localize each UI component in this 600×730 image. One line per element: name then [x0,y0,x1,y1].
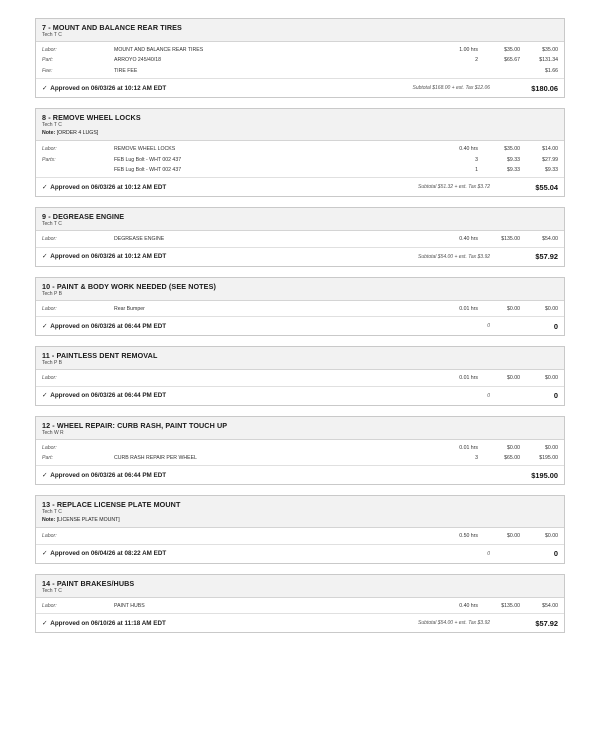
line-type: Part: [42,455,53,462]
line-description [114,373,430,383]
line-amount: $14.00 [542,146,558,153]
job-title: 9 - DEGREASE ENGINE [42,212,125,222]
job-note [42,129,558,137]
job-total: $180.06 [531,83,558,93]
job-tech: Tech T C [42,122,62,129]
line-description: FEB Lug Bolt - WHT 002 437 [114,156,182,163]
check-icon: ✓ [42,550,48,558]
job-lines [36,231,564,247]
line-item [42,443,558,453]
line-quantity: 0.01 hrs [459,305,478,312]
check-icon: ✓ [42,392,48,400]
line-rate: $135.00 [501,236,520,243]
line-rate: $135.00 [501,602,520,609]
job-title: 13 - REPLACE LICENSE PLATE MOUNT [42,500,181,510]
job-header [36,575,564,598]
line-quantity: 1 [475,167,478,174]
line-type: Labor: [42,444,57,451]
line-amount: $0.00 [545,533,558,540]
line-item [42,373,558,383]
line-quantity: 0.50 hrs [459,533,478,540]
line-description [114,531,430,541]
job-subtotal: 0 [487,550,490,557]
line-quantity [430,66,478,76]
line-rate: $35.00 [504,47,520,53]
line-rate: $65.67 [504,57,520,64]
check-icon: ✓ [42,471,48,479]
job-footer [36,317,564,335]
job-note-label: Note: [42,517,56,524]
line-quantity: 1.00 hrs [459,47,478,53]
job-tech: Tech T C [42,221,62,228]
line-type: Labor: [42,47,57,53]
line-description: MOUNT AND BALANCE REAR TIRES [114,47,204,53]
line-item [42,453,558,463]
job-note-text: [ORDER 4 LUGS] [56,130,99,137]
job-total: $57.92 [535,252,558,262]
job-header [36,208,564,231]
job-tech: Tech W R [42,429,64,436]
line-amount: $0.00 [545,305,558,312]
line-amount: $9.33 [545,167,558,174]
job-lines [36,598,564,614]
line-quantity: 3 [475,455,478,462]
line-description: REMOVE WHEEL LOCKS [114,146,176,153]
line-amount: $27.99 [542,156,558,163]
line-amount: $1.66 [545,67,558,74]
line-amount: $0.00 [545,375,558,382]
check-icon: ✓ [42,619,48,627]
job-footer [36,614,564,632]
line-type: Labor: [42,236,57,243]
line-quantity: 0.40 hrs [459,602,478,609]
job-subtotal: Subtotal $54.00 + est. Tax $3.92 [418,620,490,627]
job-total: $55.04 [535,182,558,192]
line-quantity: 0.01 hrs [459,444,478,451]
line-item [42,304,558,314]
line-rate: $65.00 [504,455,520,462]
job-subtotal: 0 [487,392,490,399]
check-icon: ✓ [42,253,48,261]
check-icon: ✓ [42,84,48,92]
job-tech: Tech P B [42,290,62,297]
line-type: Fee: [42,67,53,74]
approval-status [42,184,166,191]
job-header [36,417,564,440]
line-rate [478,66,520,76]
job-footer [36,248,564,266]
job-subtotal: Subtotal $54.00 + est. Tax $3.92 [418,253,490,260]
line-description: Rear Bumper [114,305,145,312]
job-card [35,277,565,336]
job-tech: Tech T C [42,587,62,594]
job-title: 14 - PAINT BRAKES/HUBS [42,578,135,588]
job-total: $195.00 [531,470,558,480]
line-description: DEGREASE ENGINE [114,236,165,243]
job-title: 8 - REMOVE WHEEL LOCKS [42,113,141,123]
line-description: CURB RASH REPAIR PER WHEEL [114,455,197,462]
job-header [36,496,564,528]
line-type: Labor: [42,305,57,312]
line-quantity: 0.40 hrs [459,236,478,243]
line-item [42,531,558,541]
job-header [36,278,564,301]
line-rate: $35.00 [504,146,520,153]
job-card [35,346,565,405]
line-item [42,234,558,244]
job-lines [36,370,564,386]
job-total: $57.92 [535,618,558,628]
line-item [42,155,558,165]
job-total: 0 [553,321,558,331]
line-rate: $9.33 [507,167,520,174]
job-card [35,207,565,266]
job-footer [36,387,564,405]
job-total: 0 [553,549,558,559]
line-type: Part: [42,57,53,64]
job-footer [36,79,564,97]
job-footer [36,178,564,196]
approval-status [42,85,166,92]
job-note [42,516,558,524]
line-rate: $9.33 [507,156,520,163]
line-item [42,55,558,65]
line-item [42,144,558,154]
line-item [42,66,558,76]
approval-text: Approved on 06/10/26 at 11:18 AM EDT [50,619,166,627]
job-card [35,495,565,563]
line-type: Labor: [42,146,57,153]
job-lines [36,301,564,317]
approval-status [42,472,166,479]
approval-text: Approved on 06/03/26 at 10:12 AM EDT [50,183,167,191]
line-item [42,601,558,611]
line-rate: $0.00 [507,375,520,382]
job-title: 12 - WHEEL REPAIR: CURB RASH, PAINT TOUCH UP [42,420,228,430]
line-amount: $54.00 [542,602,558,609]
job-card [35,574,565,633]
job-subtotal: Subtotal $51.32 + est. Tax $3.72 [418,184,490,191]
approval-status [42,620,166,627]
approval-text: Approved on 06/03/26 at 06:44 PM EDT [50,322,167,330]
line-item [42,45,558,55]
line-type [42,165,114,175]
job-title: 10 - PAINT & BODY WORK NEEDED (SEE NOTES) [42,281,216,291]
line-description [114,443,430,453]
job-subtotal: Subtotal $168.00 + est. Tax $12.06 [412,85,490,92]
line-quantity: 0.01 hrs [459,375,478,382]
job-title: 7 - MOUNT AND BALANCE REAR TIRES [42,23,182,32]
approval-text: Approved on 06/03/26 at 06:44 PM EDT [50,471,167,479]
approval-status [42,392,166,399]
job-note-label: Note: [42,130,56,137]
job-tech: Tech P B [42,360,62,367]
check-icon: ✓ [42,183,48,191]
line-type: Labor: [42,602,57,609]
line-type: Labor: [42,533,57,540]
job-note-text: [LICENSE PLATE MOUNT] [56,517,120,524]
job-footer [36,545,564,563]
job-card [35,18,565,98]
job-title: 11 - PAINTLESS DENT REMOVAL [42,351,158,361]
job-header [36,347,564,370]
line-description: FEB Lug Bolt - WHT 002 437 [114,167,182,174]
job-header [36,109,564,141]
job-tech: Tech T C [42,32,62,38]
approval-text: Approved on 06/03/26 at 10:12 AM EDT [50,84,167,92]
line-amount: $35.00 [542,47,558,53]
check-icon: ✓ [42,322,48,330]
line-quantity: 0.40 hrs [459,146,478,153]
line-quantity: 2 [475,57,478,64]
approval-status [42,323,166,330]
line-amount: $131.34 [539,57,558,64]
job-lines [36,42,564,79]
job-lines [36,528,564,544]
approval-text: Approved on 06/03/26 at 06:44 PM EDT [50,392,167,400]
line-description: TIRE FEE [114,67,138,74]
line-rate: $0.00 [507,533,520,540]
line-type: Labor: [42,375,57,382]
job-total: 0 [553,391,558,401]
job-card [35,416,565,486]
line-quantity: 3 [475,156,478,163]
line-rate: $0.00 [507,305,520,312]
approval-status [42,550,166,557]
approval-status [42,253,166,260]
line-amount: $195.00 [539,455,558,462]
approval-text: Approved on 06/03/26 at 10:12 AM EDT [50,253,167,261]
line-description: PAINT HUBS [114,602,145,609]
line-description: ARROYO 245/40/18 [114,57,162,64]
line-amount: $54.00 [542,236,558,243]
job-card [35,108,565,197]
job-footer [36,466,564,484]
line-type: Parts: [42,156,56,163]
job-lines [36,141,564,178]
job-subtotal: 0 [487,323,490,330]
approval-text: Approved on 06/04/26 at 08:22 AM EDT [50,550,167,558]
job-header [36,19,564,42]
job-lines [36,440,564,467]
line-item [42,165,558,175]
line-rate: $0.00 [507,444,520,451]
job-tech: Tech T C [42,509,62,516]
line-amount: $0.00 [545,444,558,451]
